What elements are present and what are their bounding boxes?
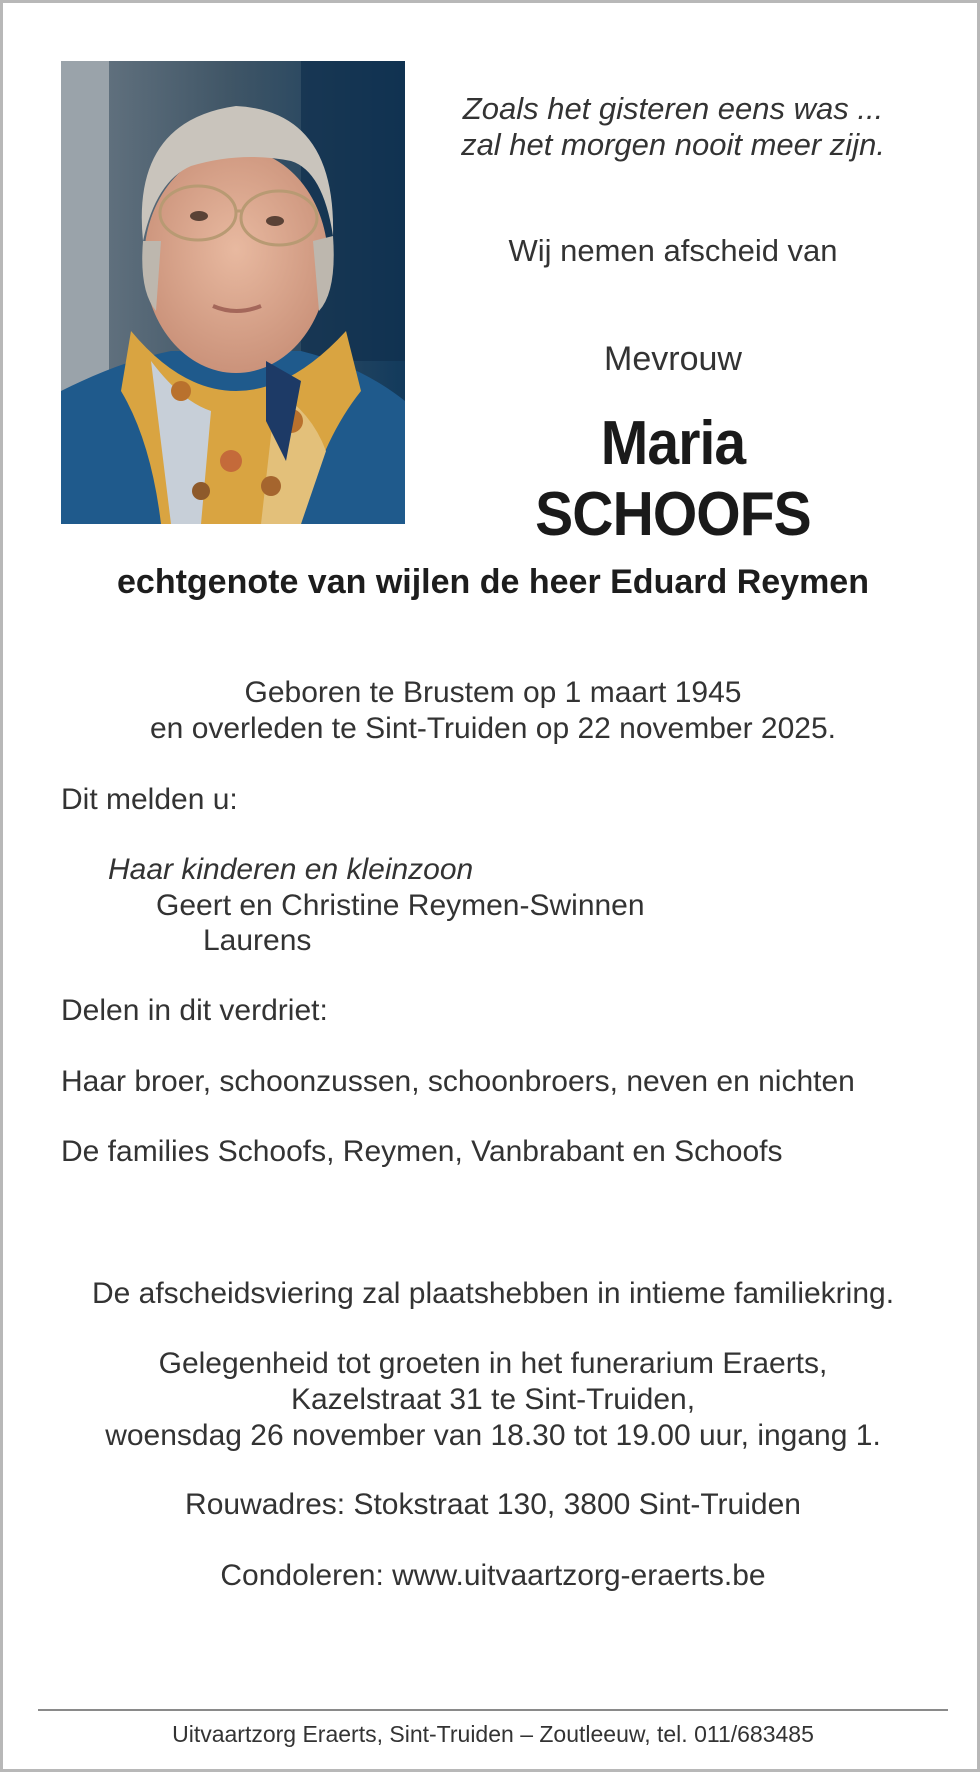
life-dates bbox=[3, 675, 980, 747]
visitation-info bbox=[3, 1346, 980, 1454]
motto-line-2: zal het morgen nooit meer zijn. bbox=[461, 127, 885, 162]
grandchild-name: Laurens bbox=[203, 924, 312, 957]
birth-line: Geboren te Brustem op 1 maart 1945 bbox=[244, 676, 742, 709]
portrait-photo bbox=[61, 61, 405, 524]
mourning-address: Rouwadres: Stokstraat 130, 3800 Sint-Truiden bbox=[185, 1488, 801, 1521]
visitation-line-1: Gelegenheid tot groeten in het funerarium Eraerts, bbox=[158, 1347, 828, 1380]
announcers-heading: Dit melden u: bbox=[61, 783, 238, 816]
ceremony-notice: De afscheidsviering zal plaatshebben in intieme familiekring. bbox=[91, 1277, 895, 1310]
mourners-heading: Delen in dit verdriet: bbox=[61, 994, 328, 1027]
spouse-line: echtgenote van wijlen de heer Eduard Reymen bbox=[117, 563, 869, 601]
funeral-home-footer: Uitvaartzorg Eraerts, Sint-Truiden – Zoutleeuw, tel. 011/683485 bbox=[172, 1721, 814, 1747]
motto bbox=[443, 91, 903, 163]
death-line: en overleden te Sint-Truiden op 22 november 2025. bbox=[149, 712, 836, 745]
deceased-name: Maria SCHOOFS bbox=[535, 409, 811, 549]
portrait-illustration bbox=[61, 61, 405, 524]
salutation: Mevrouw bbox=[604, 340, 742, 378]
condolences-link[interactable]: Condoleren: www.uitvaartzorg-eraerts.be bbox=[220, 1559, 766, 1592]
visitation-line-2: Kazelstraat 31 te Sint-Truiden, bbox=[290, 1383, 696, 1416]
children-names: Geert en Christine Reymen-Swinnen bbox=[156, 889, 645, 922]
intro-text: Wij nemen afscheid van bbox=[508, 233, 838, 268]
visitation-line-3: woensdag 26 november van 18.30 tot 19.00 uur, ingang 1. bbox=[105, 1419, 881, 1452]
mourners-families: De families Schoofs, Reymen, Vanbrabant en Schoofs bbox=[61, 1135, 783, 1168]
children-group-label: Haar kinderen en kleinzoon bbox=[108, 853, 474, 886]
mourners-relatives: Haar broer, schoonzussen, schoonbroers, neven en nichten bbox=[61, 1065, 855, 1098]
motto-line-1: Zoals het gisteren eens was ... bbox=[462, 91, 884, 126]
footer-divider bbox=[38, 1709, 948, 1711]
